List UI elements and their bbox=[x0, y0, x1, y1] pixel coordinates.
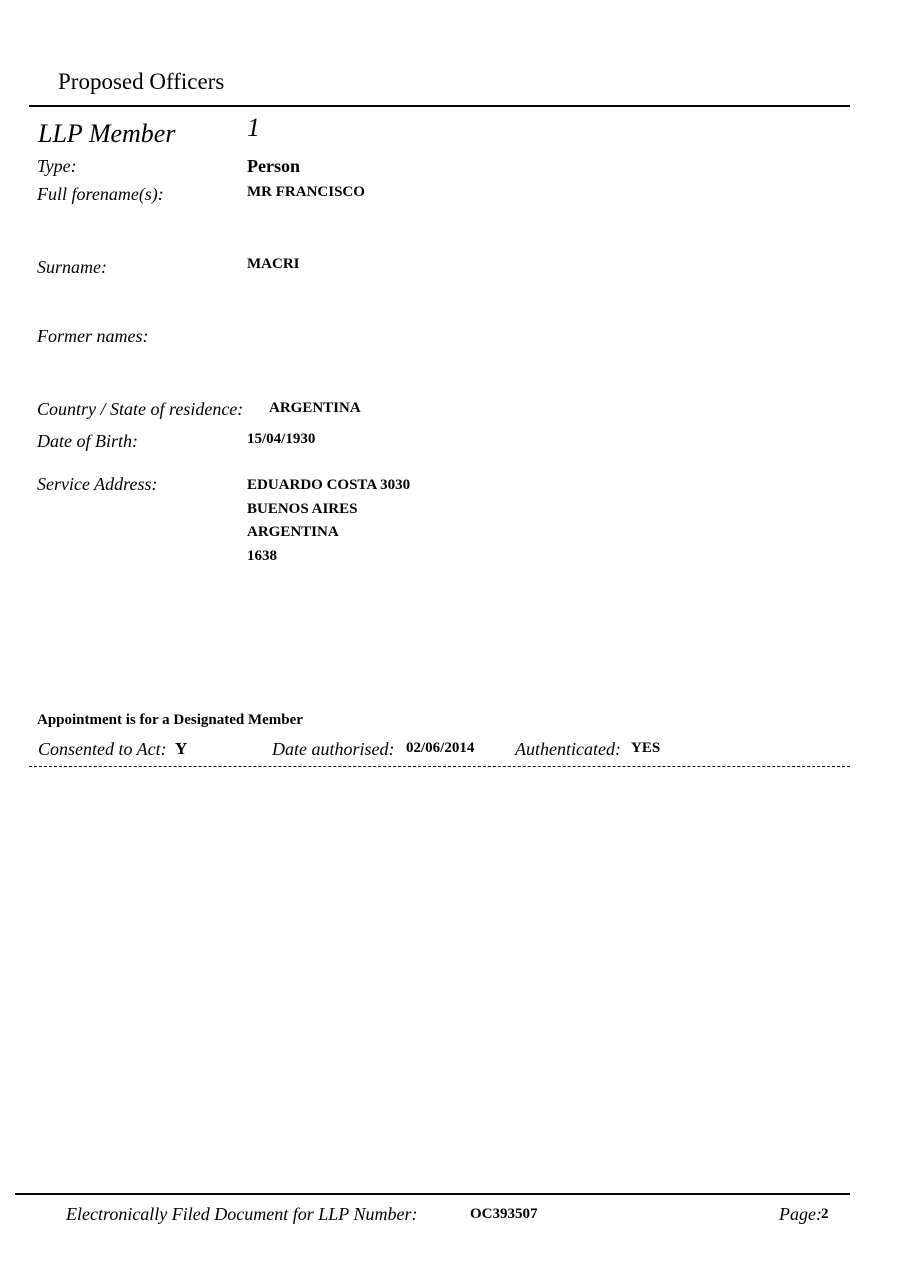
designation-statement: Appointment is for a Designated Member bbox=[37, 712, 303, 728]
dashed-divider bbox=[29, 766, 850, 767]
footer-label: Electronically Filed Document for LLP Number: bbox=[66, 1204, 418, 1224]
country-label: Country / State of residence: bbox=[37, 399, 244, 419]
date-of-birth-label: Date of Birth: bbox=[37, 431, 138, 451]
page-label: Page: bbox=[779, 1204, 822, 1224]
officer-number: 1 bbox=[247, 113, 260, 142]
type-label: Type: bbox=[37, 156, 77, 176]
address-line: ARGENTINA bbox=[247, 524, 339, 540]
section-title: Proposed Officers bbox=[58, 69, 225, 94]
service-address-label: Service Address: bbox=[37, 474, 158, 494]
date-authorised-label: Date authorised: bbox=[272, 739, 395, 759]
address-line: EDUARDO COSTA 3030 bbox=[247, 477, 411, 493]
address-line: BUENOS AIRES bbox=[247, 500, 358, 517]
country-value: ARGENTINA bbox=[269, 400, 361, 416]
top-divider bbox=[29, 105, 850, 107]
former-names-label: Former names: bbox=[37, 326, 149, 346]
consented-value: Y bbox=[175, 739, 188, 758]
surname-value: MACRI bbox=[247, 256, 300, 272]
authenticated-label: Authenticated: bbox=[515, 739, 621, 759]
surname-label: Surname: bbox=[37, 257, 107, 277]
address-line: 1638 bbox=[247, 547, 277, 564]
footer-divider bbox=[15, 1193, 850, 1195]
type-value: Person bbox=[247, 156, 300, 176]
service-address bbox=[247, 474, 410, 568]
page-number: 2 bbox=[821, 1206, 829, 1222]
llp-number: OC393507 bbox=[470, 1206, 538, 1222]
date-of-birth-value: 15/04/1930 bbox=[247, 431, 316, 447]
forename-value: MR FRANCISCO bbox=[247, 184, 365, 200]
date-authorised-value: 02/06/2014 bbox=[406, 740, 475, 756]
officer-role-label: LLP Member bbox=[38, 119, 176, 148]
forename-label: Full forename(s): bbox=[37, 184, 164, 204]
authenticated-value: YES bbox=[631, 740, 661, 756]
consented-label: Consented to Act: bbox=[38, 739, 167, 759]
